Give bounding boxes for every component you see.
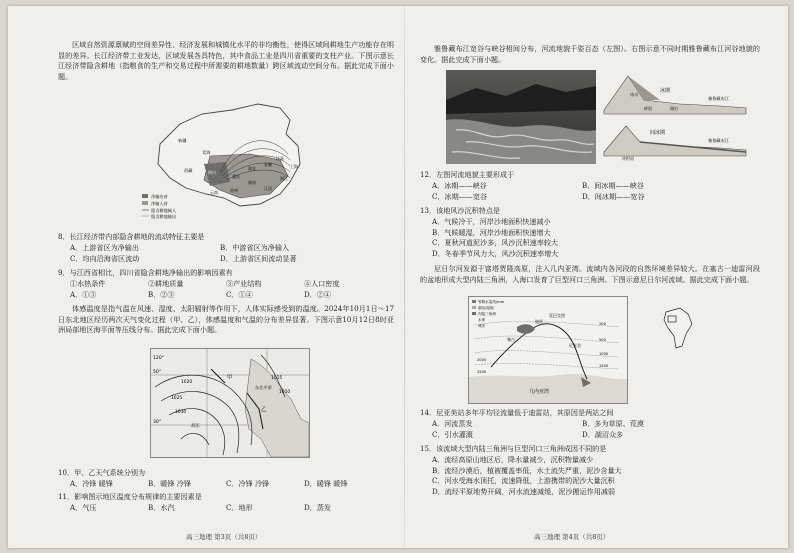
intro-paragraph-4: 尼日尔河发源于富塔贾隆高原，注入几内亚湾。流域内各河段的自然环境差异较大。在塞古一迪雷河段的盆地形成大型内陆三角洲，入海口发育了巨型河口三角洲。下图示意尼日尔河流域。据此完成下面小题。: [420, 264, 760, 284]
q9-option-c: C．①④: [226, 289, 253, 299]
map1-label-zhejiang: 浙江: [280, 176, 288, 181]
map1-legend-0: 净输出省: [151, 194, 168, 199]
map2-label-1010: 1010: [279, 390, 291, 395]
q9-items: [70, 279, 394, 300]
glacial-period-diagram: [600, 70, 750, 164]
intro-paragraph-2: 体感温度是指气温在风速、湿度、太阳辐射等作用下，人体实际感受到的温度。2024年10月1日～17日东北地区经历两次天气变化过程（甲、乙），体感温度和气温的分布差异显著。下图示意10月12日8时亚洲局部地区海平面等压线分布。据此完成下面小题。: [58, 304, 394, 335]
map3-label-timbuktu: 廷巴克图: [549, 313, 565, 318]
africa-inset-map: [660, 304, 694, 352]
q11-options: [70, 503, 394, 514]
q12-option-b: B．间冰期——峡谷: [582, 181, 644, 190]
map1-legend-3: 隐含耕地输出: [151, 214, 177, 219]
q9-item-1: ①水热条件: [70, 279, 106, 288]
map3-label-gulf: 几内亚湾: [529, 389, 550, 395]
q13-options: [432, 217, 760, 259]
map1-label-xinjiang: 新疆: [178, 138, 187, 143]
q9-option-a: A．①③: [70, 289, 97, 299]
q14-stem: 14．尼亚美站多年平均径流量低于迪雷站，其原因是两站之间: [420, 408, 614, 417]
map2-label-dongbei: 东北平原: [255, 385, 272, 390]
q8-option-a: A．上游省区为净输出: [70, 243, 139, 252]
map1-label-jiangsu: 江苏: [276, 156, 284, 161]
q9-option-b: B．②③: [148, 289, 175, 299]
map1-label-hubei: 湖北: [248, 166, 256, 171]
map3-label-500: 500: [599, 338, 606, 342]
map3-label-1000: 1000: [599, 352, 609, 356]
q8-option-b: B．中游省区为净输入: [220, 243, 290, 252]
right-page-footer: 高三地理 第4页（共8页）: [534, 533, 610, 541]
q11-option-b: B．水汽: [148, 503, 175, 512]
map1-label-guizhou: 贵州: [230, 188, 238, 193]
q15-options: [432, 455, 760, 497]
q8-option-c: C．均向沿海省区流动: [70, 253, 140, 263]
map3-label-1500: 1500: [599, 364, 609, 368]
q12-option-c: C．冰期——宽谷: [432, 191, 488, 201]
q11-stem: 11．影响图示地区温度分布规律的主要因素是: [58, 492, 202, 501]
q10-option-d: D．暖锋 暖锋: [304, 479, 348, 488]
q14-option-a: A．河流蒸发: [432, 419, 473, 428]
q13-option-c: C．夏秋河道泥沙多，风沙沉积速率较大: [432, 238, 559, 248]
q9-item-3: ③产业结构: [226, 279, 262, 288]
left-page: [58, 6, 394, 548]
q11-option-d: D．蒸发: [304, 503, 331, 512]
diagram-label-lake: 湖泊: [670, 106, 678, 111]
q8-stem: 8．长江经济带内部隐含耕地的流动特征主要是: [58, 232, 205, 241]
diagram-label-yarlung-1: 雅鲁藏布江: [708, 96, 729, 101]
intro-paragraph-3: 雅鲁藏布江宽谷与峡谷相间分布，河流地貌千姿百态（左图）。右图示意不同时期雅鲁藏布江河谷地貌的变化。据此完成下面小题。: [420, 44, 760, 64]
map2-label-30: 30°: [153, 420, 162, 425]
map1-label-chongqing: 重庆: [232, 174, 240, 179]
diagram-label-debris: 碎屑: [644, 106, 652, 111]
q15-option-d: D．流经平原地势开阔，河水流速减缓，泥沙搬运作用减弱: [432, 486, 616, 496]
q13-option-a: A．气候冷干，河岸沙地面积快速减小: [432, 217, 551, 226]
page-fold: [404, 6, 405, 548]
q10-option-c: C．冷锋 冷锋: [226, 479, 270, 488]
q15-option-a: A．流经高原山地区后，降水量减少，沉积物量减少: [432, 455, 594, 464]
q15-option-b: B．流经沙漠后，植被覆盖率低，水土流失严重，泥沙含量大: [432, 465, 622, 475]
q14-option-d: D．湖沼众多: [582, 429, 624, 439]
map1-label-xizang: 西藏: [184, 168, 193, 173]
map3-legend-0: 等降水量线/mm: [478, 300, 505, 304]
map1-label-sichuan: 四川: [208, 170, 216, 175]
q11-option-a: A．气压: [70, 503, 97, 512]
map3-legend-4: 城市: [478, 324, 486, 328]
map2-label-high: 高压: [191, 424, 200, 429]
exam-sheet: [8, 6, 788, 548]
map1-legend-2: 隐含耕地输入: [151, 208, 177, 213]
q14-option-c: C．引水灌溉: [432, 429, 473, 439]
diagram-label-glacier: 冰川: [630, 92, 639, 97]
map1-legend-1: 净输入省: [151, 201, 168, 206]
isobar-map-figure: [150, 348, 310, 458]
inland-delta-shape: [517, 324, 535, 334]
q12-stem: 12．左图河流地貌主要形成于: [420, 170, 515, 179]
map1-label-shanghai: 上海: [290, 164, 298, 169]
q13-option-b: B．气候暖湿，河岸沙地面积快速增大: [432, 227, 551, 237]
map1-label-qinghai: 青海: [202, 150, 211, 155]
q13-option-d: D．冬春季节风力大，风沙沉积速率增大: [432, 248, 559, 258]
diagram-label-yarlung-2: 雅鲁藏布江: [708, 138, 729, 143]
q9-item-4: ④人口密度: [304, 279, 340, 288]
left-page-footer: 高三地理 第3页（共8页）: [186, 533, 262, 541]
q10-option-a: A．冷锋 暖锋: [70, 479, 113, 488]
q8-option-d: D．上游省区间流动显著: [220, 253, 297, 263]
q12-option-a: A．冰期——峡谷: [432, 181, 487, 190]
map2-label-1030: 1030: [175, 410, 187, 415]
map3-label-dire: 迪雷: [535, 319, 543, 324]
map2-label-yi: 乙: [261, 407, 267, 413]
diagram-label-fan: 冲积扇: [622, 156, 634, 161]
map1-label-anhui: 安徽: [264, 162, 272, 167]
q15-stem: 15．该流域大型内陆三角洲与巨型河口三角洲成因不同的是: [420, 444, 607, 453]
q10-option-b: B．暖锋 冷锋: [148, 479, 191, 488]
niger-basin-map: [468, 296, 628, 404]
china-map-figure: [140, 94, 318, 224]
map3-legend-1: 湖沼/湿地: [478, 306, 494, 310]
q10-stem: 10．甲、乙天气系统分别为: [58, 468, 146, 477]
q9-stem: 9．与江西省相比，四川省隐含耕地净输出的影响因素有: [58, 268, 233, 277]
map3-label-2000: 2000: [477, 358, 487, 362]
map2-label-1020: 1020: [181, 380, 193, 385]
q8-options: [70, 243, 394, 264]
diagram-label-interglacial: 间冰期: [650, 130, 666, 136]
map2-label-jia: 甲: [227, 375, 233, 381]
map2-label-120: 120°: [153, 356, 165, 361]
q9-item-2: ②耕地质量: [148, 279, 184, 288]
map3-legend-2: 内陆三角洲: [478, 312, 496, 316]
q10-options: [70, 479, 394, 490]
q14-option-b: B．多为草原、荒漠: [582, 419, 644, 428]
map2-label-50: 50°: [153, 370, 162, 375]
q15-option-c: C．河水受海水顶托，流速降低，上游携带的泥沙大量沉积: [432, 476, 615, 486]
q11-option-c: C．地形: [226, 503, 253, 512]
map1-label-yunnan: 云南: [210, 190, 218, 195]
river-valley-photo: [446, 70, 596, 164]
map1-label-jiangxi: 江西: [264, 186, 272, 191]
map2-label-1015: 1015: [271, 376, 283, 381]
map3-label-segou: 塞古: [507, 337, 515, 342]
q12-option-d: D．间冰期——宽谷: [582, 191, 645, 201]
map3-label-niamey: 尼亚美: [569, 343, 581, 348]
diagram-label-glacial: 冰期: [660, 88, 671, 94]
q13-stem: 13．该地风沙沉积特点是: [420, 206, 500, 215]
q12-options: [432, 181, 760, 202]
q14-options: [432, 419, 760, 440]
q9-option-d: D．②④: [304, 289, 331, 299]
legend-swatch-out: [142, 194, 148, 198]
map1-label-hunan: 湖南: [248, 180, 256, 185]
map3-label-200: 200: [599, 322, 606, 326]
map3-label-2500: 2500: [477, 370, 487, 374]
intro-paragraph-1: 区域自然资源禀赋的空间差异性、经济发展和城镇化水平的非均衡性，使得区域间耕地生产功能存在明显的差异。长江经济带工业发达，区域发展各具特色，其中食品工业是四川省重要的支柱产业。下图示意长江经济带隐含耕地（指粮食的生产和交易过程中所需要的耕地数量）跨区域流动空间分布。据此完成下面小题。: [58, 40, 394, 81]
map3-legend-3: 水库: [478, 318, 486, 322]
right-page: [420, 6, 760, 548]
map2-label-1025: 1025: [171, 396, 183, 401]
